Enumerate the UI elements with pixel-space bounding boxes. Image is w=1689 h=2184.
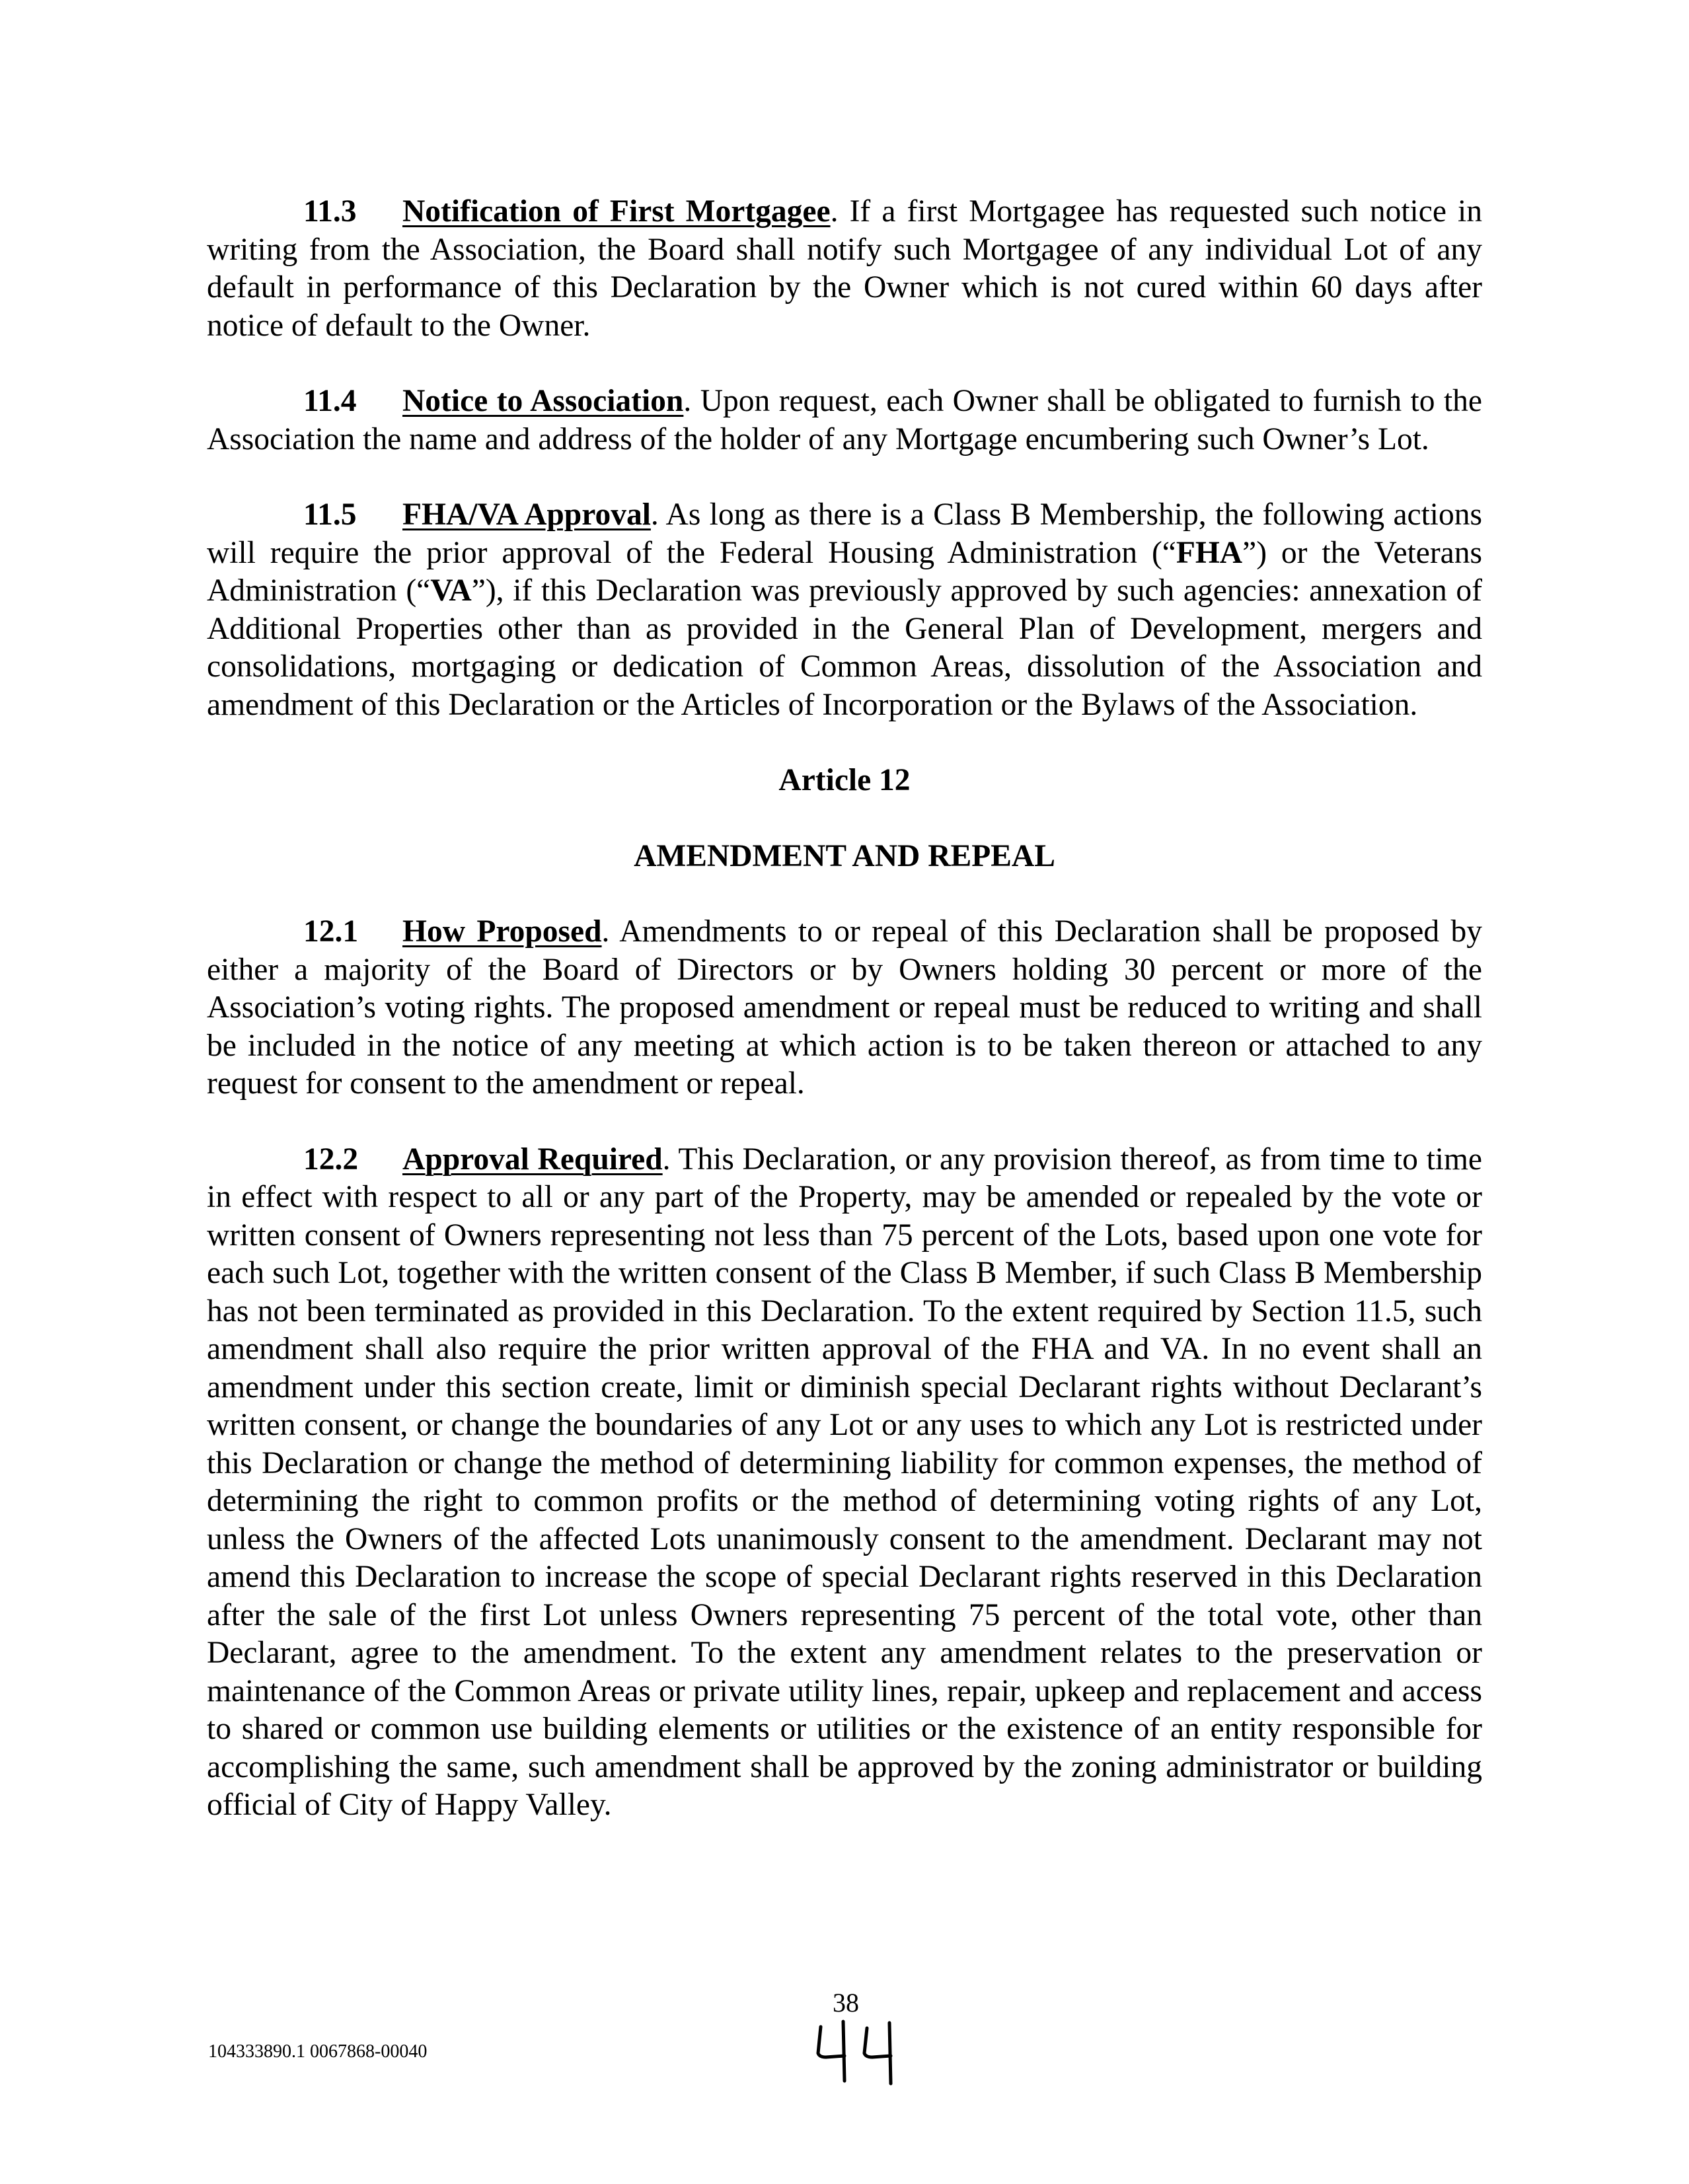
section-11-3 (207, 193, 1482, 345)
section-title: FHA/VA Approval (402, 497, 651, 532)
section-title: How Proposed (402, 914, 602, 949)
section-12-2 (207, 1141, 1482, 1825)
section-title: Notification of First Mortgagee (402, 194, 831, 229)
section-11-5 (207, 496, 1482, 724)
section-text: ”) or the Veterans Administration (“ (207, 535, 1482, 608)
page-number: 38 (833, 1988, 859, 2018)
fha-term: FHA (1176, 535, 1243, 570)
article-title: AMENDMENT AND REPEAL (634, 838, 1055, 873)
section-text: ”), if this Declaration was previously approved by such agencies: annexation of Additional Properties other than as provided in the General Plan of Development, mergers and consolidations, mortgaging or dedication of Common Areas, dissolution of the Association and amendment of this Declaration or the Articles of Incorporation or the Bylaws of the Association. (207, 573, 1482, 722)
section-title: Notice to Association (402, 384, 684, 418)
section-number: 12.2 (303, 1142, 359, 1177)
document-body (207, 193, 1482, 1825)
section-number: 11.4 (303, 384, 357, 418)
section-number: 11.5 (303, 497, 357, 532)
section-number: 12.1 (303, 914, 359, 949)
section-number: 11.3 (303, 194, 357, 229)
section-text: . As long as there is a Class B Membership, the following actions will require the prior approval of the Federal Housing Administration (“ (207, 497, 1482, 570)
va-term: VA (430, 573, 472, 608)
handwritten-page-number (806, 2015, 912, 2088)
section-text: . Amendments to or repeal of this Declaration shall be proposed by either a majority of the Board of Directors or by Owners holding 30 percent or more of the Association’s voting rights. The proposed amendment or repeal must be reduced to writing and shall be included in the notice of any meeting at which action is to be taken thereon or attached to any request for consent to the amendment or repeal. (207, 914, 1482, 1101)
section-text: . Upon request, each Owner shall be obligated to furnish to the Association the name and address of the holder of any Mortgage encumbering such Owner’s Lot. (207, 384, 1482, 456)
section-text: . This Declaration, or any provision thereof, as from time to time in effect with respect to all or any part of the Property, may be amended or repealed by the vote or written consent of Owners representing not less than 75 percent of the Lots, based upon one vote for each such Lot, together with the written consent of the Class B Member, if such Class B Membership has not been terminated as provided in this Declaration. To the extent required by Section 11.5, such amendment shall also require the prior written approval of the FHA and VA. In no event shall an amendment under this section create, limit or diminish special Declarant rights without Declarant’s written consent, or change the boundaries of any Lot or any uses to which any Lot is restricted under this Declaration or change the method of determining liability for common expenses, the method of determining the right to common profits or the method of determining voting rights of any Lot, unless the Owners of the affected Lots unanimously consent to the amendment. Declarant may not amend this Declaration to increase the scope of special Declarant rights reserved in this Declaration after the sale of the first Lot unless Owners representing 75 percent of the total vote, other than Declarant, agree to the amendment. To the extent any amendment relates to the preservation or maintenance of the Common Areas or private utility lines, repair, upkeep and replacement and access to shared or common use building elements or utilities or the existence of an entity responsible for accomplishing the same, such amendment shall be approved by the zoning administrator or building official of City of Happy Valley. (207, 1142, 1482, 1822)
section-text: . If a first Mortgagee has requested such notice in writing from the Association, the Board shall notify such Mortgagee of any individual Lot of any default in performance of this Declaration by the Owner which is not cured within 60 days after notice of default to the Owner. (207, 194, 1482, 343)
section-12-1 (207, 913, 1482, 1103)
handwritten-number-drawing (806, 2015, 912, 2088)
section-11-4 (207, 382, 1482, 458)
article-label: Article 12 (778, 763, 911, 797)
section-title: Approval Required (402, 1142, 663, 1177)
document-id: 104333890.1 0067868-00040 (208, 2041, 428, 2062)
